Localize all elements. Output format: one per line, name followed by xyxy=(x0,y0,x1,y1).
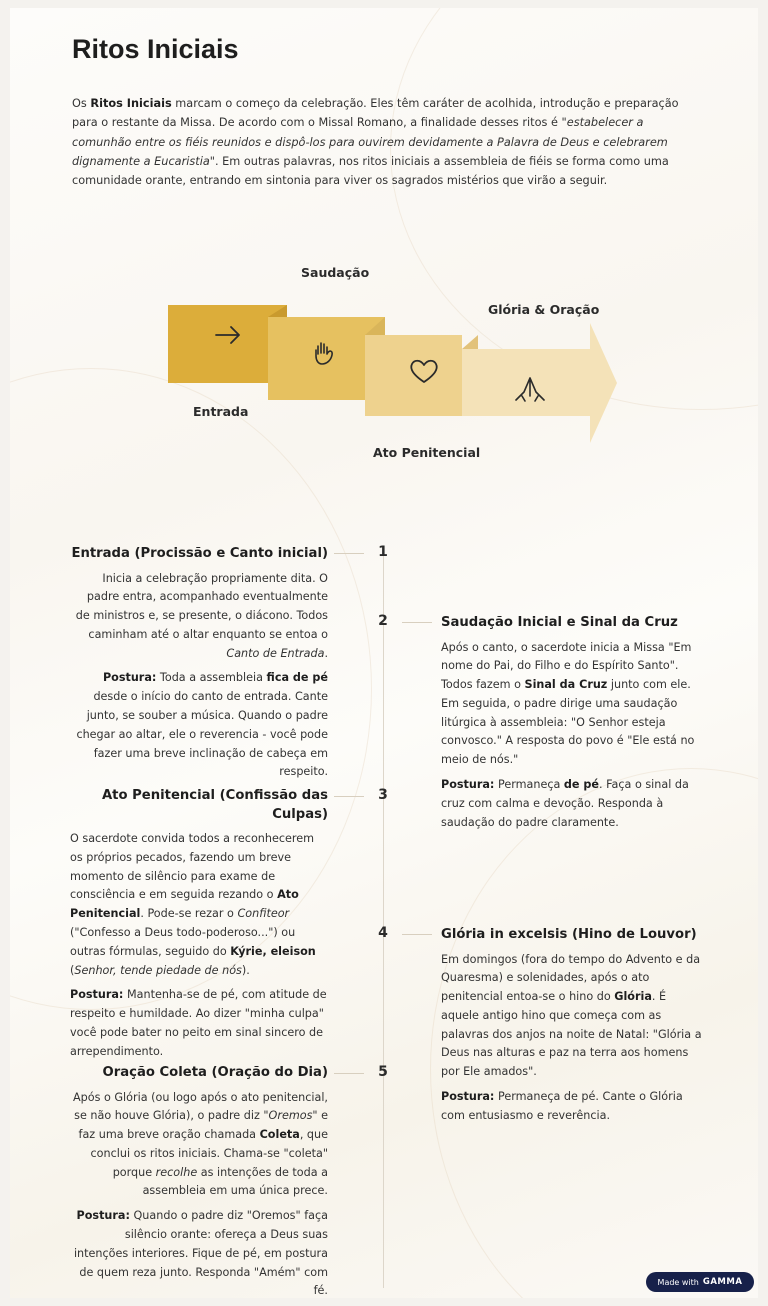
section-posture: Postura: Mantenha-se de pé, com atitude de respeito e humildade. Ao dizer "minha culpa" você pode bater no peito em sinal sincero de arrependimento. xyxy=(70,988,327,1058)
timeline-connector xyxy=(402,622,432,623)
flow-diagram xyxy=(10,8,758,488)
arrow-right-icon xyxy=(213,322,243,352)
timeline-connector xyxy=(334,1073,364,1074)
flow-step-label-ato-penitencial: Ato Penitencial xyxy=(373,445,481,460)
step-number: 4 xyxy=(378,925,388,941)
section-title: Saudação Inicial e Sinal da Cruz xyxy=(441,615,678,630)
section-saudacao xyxy=(441,614,703,838)
section-gloria xyxy=(441,926,703,1132)
timeline-connector xyxy=(334,553,364,554)
timeline-connector xyxy=(334,796,364,797)
section-entrada xyxy=(70,545,328,788)
timeline-connector xyxy=(402,934,432,935)
section-ato-penitencial xyxy=(70,787,328,1068)
section-posture: Postura: Permaneça de pé. Faça o sinal da cruz com calma e devoção. Responda à saudação do padre claramente. xyxy=(441,778,689,829)
section-posture: Postura: Toda a assembleia fica de pé desde o início do canto de entrada. Cante junto, se souber a música. Quando o padre chegar ao altar, ele o reverencia - você pode fazer uma breve inclinação de cabeça em respeito. xyxy=(76,671,328,779)
made-with-gamma-badge[interactable] xyxy=(646,1272,754,1292)
step-number: 2 xyxy=(378,613,388,629)
flow-step-label-gloria: Glória & Oração xyxy=(488,302,600,317)
flow-step-label-saudacao: Saudação xyxy=(301,265,370,280)
page-title: Ritos Iniciais xyxy=(72,34,239,64)
hands-icon xyxy=(311,338,341,372)
flow-step-gloria-fold xyxy=(462,335,478,349)
step-number: 1 xyxy=(378,544,388,560)
section-body: Em domingos (fora do tempo do Advento e da Quaresma) e solenidades, após o ato penitencial entoa-se o hino do Glória. É aquele antigo hino que começa com as palavras dos anjos na noite de Natal: "Glória a Deus nas alturas e paz na terra aos homens por Ele amados". xyxy=(441,952,702,1079)
section-posture: Postura: Permaneça de pé. Cante o Glória com entusiasmo e reverência. xyxy=(441,1090,683,1122)
section-body: Após o canto, o sacerdote inicia a Missa "Em nome do Pai, do Filho e do Espírito Santo". Todos fazem o Sinal da Cruz junto com ele. Em seguida, o padre dirige uma saudação litúrgica à assembleia: "O Senhor esteja convosco." A resposta do povo é "Ele está no meio de nós." xyxy=(441,640,695,767)
gamma-logo: GAMMA xyxy=(702,1277,743,1287)
badge-prefix: Made with xyxy=(657,1277,699,1287)
step-number: 3 xyxy=(378,787,388,803)
section-body: Inicia a celebração propriamente dita. O padre entra, acompanhado eventualmente de ministros e, se presente, o diácono. Todos caminham até o altar enquanto se entoa o Canto de Entrada. xyxy=(75,571,328,660)
praying-hands-icon xyxy=(512,374,548,410)
section-title: Oração Coleta (Oração do Dia) xyxy=(102,1065,328,1080)
intro-paragraph: Os Ritos Iniciais marcam o começo da celebração. Eles têm caráter de acolhida, introdução e preparação para o restante da Missa. De acordo com o Missal Romano, a finalidade desses ritos é "estabelecer a comunhão entre os fiéis reunidos e dispô-los para ouvirem devidamente a Palavra de Deus e celebrarem dignamente a Eucaristia". Em outras palavras, nos ritos iniciais a assembleia de fiéis se forma como uma comunidade orante, entrando em sintonia para viver os sagrados mistérios que virão a seguir. xyxy=(72,97,679,188)
section-title: Ato Penitencial (Confissão das Culpas) xyxy=(101,788,328,822)
document-page xyxy=(10,8,758,1298)
timeline-line xyxy=(383,548,384,1288)
section-title: Glória in excelsis (Hino de Louvor) xyxy=(441,927,697,942)
section-title: Entrada (Procissão e Canto inicial) xyxy=(71,546,328,561)
step-number: 5 xyxy=(378,1064,388,1080)
flow-step-label-entrada: Entrada xyxy=(193,404,249,419)
section-posture: Postura: Quando o padre diz "Oremos" faça silêncio orante: ofereça a Deus suas intenções interiores. Fique de pé, em postura de quem reza junto. Responda "Amém" com fé. xyxy=(73,1209,328,1298)
section-body: O sacerdote convida todos a reconhecerem os próprios pecados, fazendo um breve momento de silêncio para exame de consciência e em seguida rezando o Ato Penitencial. Pode-se rezar o Confiteor ("Confesso a Deus todo-poderoso...") ou outras fórmulas, seguido do Kýrie, eleison (Senhor, tende piedade de nós). xyxy=(70,832,316,977)
heart-icon xyxy=(408,356,440,390)
section-body: Após o Glória (ou logo após o ato penitencial, se não houve Glória), o padre diz "Oremos" e faz uma breve oração chamada Coleta, que conclui os ritos iniciais. Chama-se "coleta" porque recolhe as intenções de toda a assembleia em uma única prece. xyxy=(73,1090,328,1198)
section-oracao-coleta xyxy=(70,1064,328,1298)
